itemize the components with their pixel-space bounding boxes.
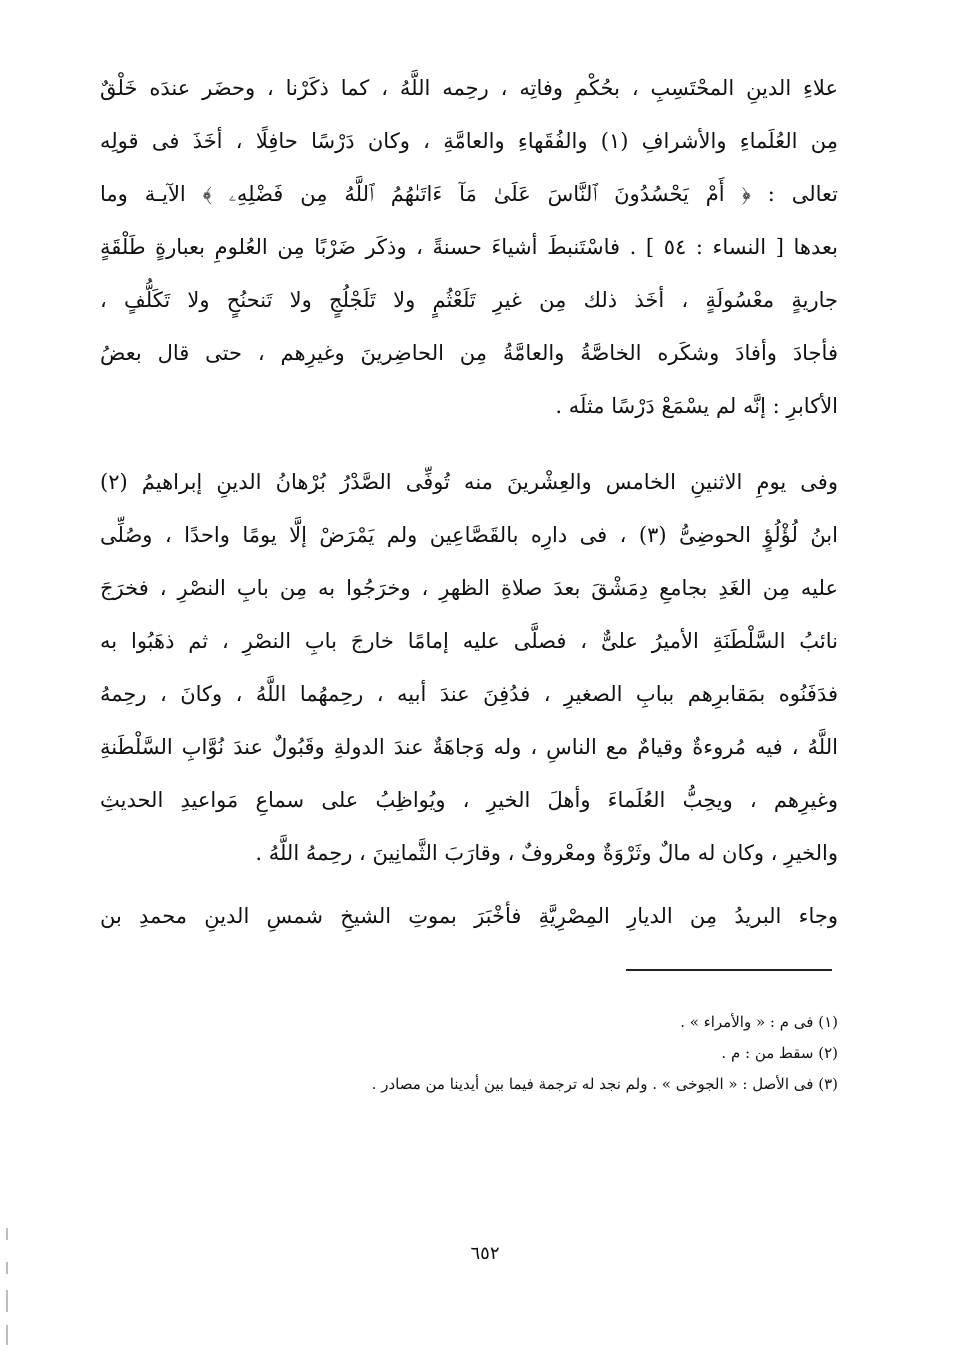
text-line: الأكابرِ : إنَّه لم يسْمَعْ دَرْسًا مثلَه . xyxy=(555,394,838,418)
text-line: والخيرِ ، وكان له مالٌ وثَرْوَةٌ ومعْروفٌ ، وقارَبَ الثَّمانِينَ ، رحِمهُ اللَّهُ . xyxy=(255,841,838,865)
scan-margin-mark xyxy=(6,1325,8,1345)
scan-margin-mark xyxy=(6,1290,8,1312)
text-line: فأجادَ وأفادَ وشكَره الخاصَّةُ والعامَّةُ مِن الحاضِرينَ وغيرِهم ، حتى قال بعضُ xyxy=(100,341,838,365)
footnote: (٢) سقط من : م . xyxy=(721,1044,838,1062)
scan-margin-mark xyxy=(6,1228,8,1240)
text-line: وجاء البريدُ مِن الديارِ المِصْرِيَّةِ فأخْبَرَ بموتِ الشيخِ شمسِ الدينِ محمدِ بن xyxy=(100,904,838,928)
text-line: بعدها [ النساء : ٥٤ ] . فاسْتَنبطَ أشياءَ حسنةً ، وذكَر ضَرْبًا مِن العُلومِ بعبارةٍ طَلْقَةٍ xyxy=(100,235,838,259)
paragraph-1 xyxy=(100,62,838,433)
text-line: عليه مِن الغَدِ بجامعِ دِمَشْقَ بعدَ صلاةِ الظهرِ ، وخرَجُوا به مِن بابِ النصْرِ ، فخرَجَ xyxy=(100,576,838,600)
text-line: تعالى : ﴿ أَمْ يَحْسُدُونَ ٱلنَّاسَ عَلَىٰ مَآ ءَاتَىٰهُمُ ٱللَّهُ مِن فَضْلِهِۦ ﴾ الآيـة وما xyxy=(100,182,838,206)
page-number: ٦٥٢ xyxy=(470,1243,500,1264)
text-line: مِن العُلَماءِ والأشرافِ (١) والفُقَهاءِ والعامَّةِ ، وكان دَرْسًا حافِلًا ، أخَذَ فى قولِه xyxy=(100,129,838,153)
footnotes xyxy=(218,1007,838,1100)
scan-margin-mark xyxy=(6,1262,8,1274)
text-line: وغيرِهم ، ويحِبُّ العُلَماءَ وأهلَ الخيرِ ، ويُواظِبُ على سماعِ مَواعيدِ الحديثِ xyxy=(100,788,838,812)
footnote: (٣) فى الأصل : « الجوخى » . ولم نجد له ترجمة فيما بين أيدينا من مصادر . xyxy=(371,1075,838,1093)
paragraph-3 xyxy=(100,890,838,943)
footnote-separator xyxy=(626,969,832,971)
text-line: اللَّهُ ، فيه مُروءةٌ وقيامٌ مع الناسِ ، وله وَجاهَةٌ عندَ الدولةِ وقَبُولٌ عندَ نُوَّابِ السَّلْطَنةِ xyxy=(100,735,838,759)
text-line: وفى يومِ الاثنينِ الخامس والعِشْرينَ منه تُوفِّى الصَّدْرُ بُرْهانُ الدينِ إبراهيمُ (٢) xyxy=(100,470,838,494)
text-line: نائبُ السَّلْطَنَةِ الأميرُ علىٌّ ، فصلَّى عليه إمامًا خارجَ بابِ النصْرِ ، ثم ذهَبُوا به xyxy=(100,629,838,653)
paragraph-2 xyxy=(100,456,838,880)
text-line: علاءِ الدينِ المحْتَسِبِ ، بحُكْمِ وفاتِه ، رحِمه اللَّهُ ، كما ذكَرْنا ، وحضَر عندَه خَلْقٌ xyxy=(100,76,838,100)
text-line: ابنُ لُؤْلُؤٍ الحوضِىُّ (٣) ، فى دارِه بالقَصَّاعِين ولم يَمْرَضْ إلَّا يومًا واحدًا ، وصُلِّى xyxy=(100,523,838,547)
footnote: (١) فى م : « والأمراء » . xyxy=(680,1013,838,1031)
text-line: جاريةٍ معْسُولَةٍ ، أخَذ ذلك مِن غيرِ تَلَعْثُمٍ ولا تَلَجْلُجٍ ولا تَنحنُحٍ ولا تَكَلُّفٍ ، xyxy=(100,288,838,312)
text-line: فدَفَنُوه بمَقابرِهم ببابِ الصغيرِ ، فدُفِنَ عندَ أبيه ، رحِمهُما اللَّهُ ، وكانَ ، رحِمهُ xyxy=(100,682,838,706)
